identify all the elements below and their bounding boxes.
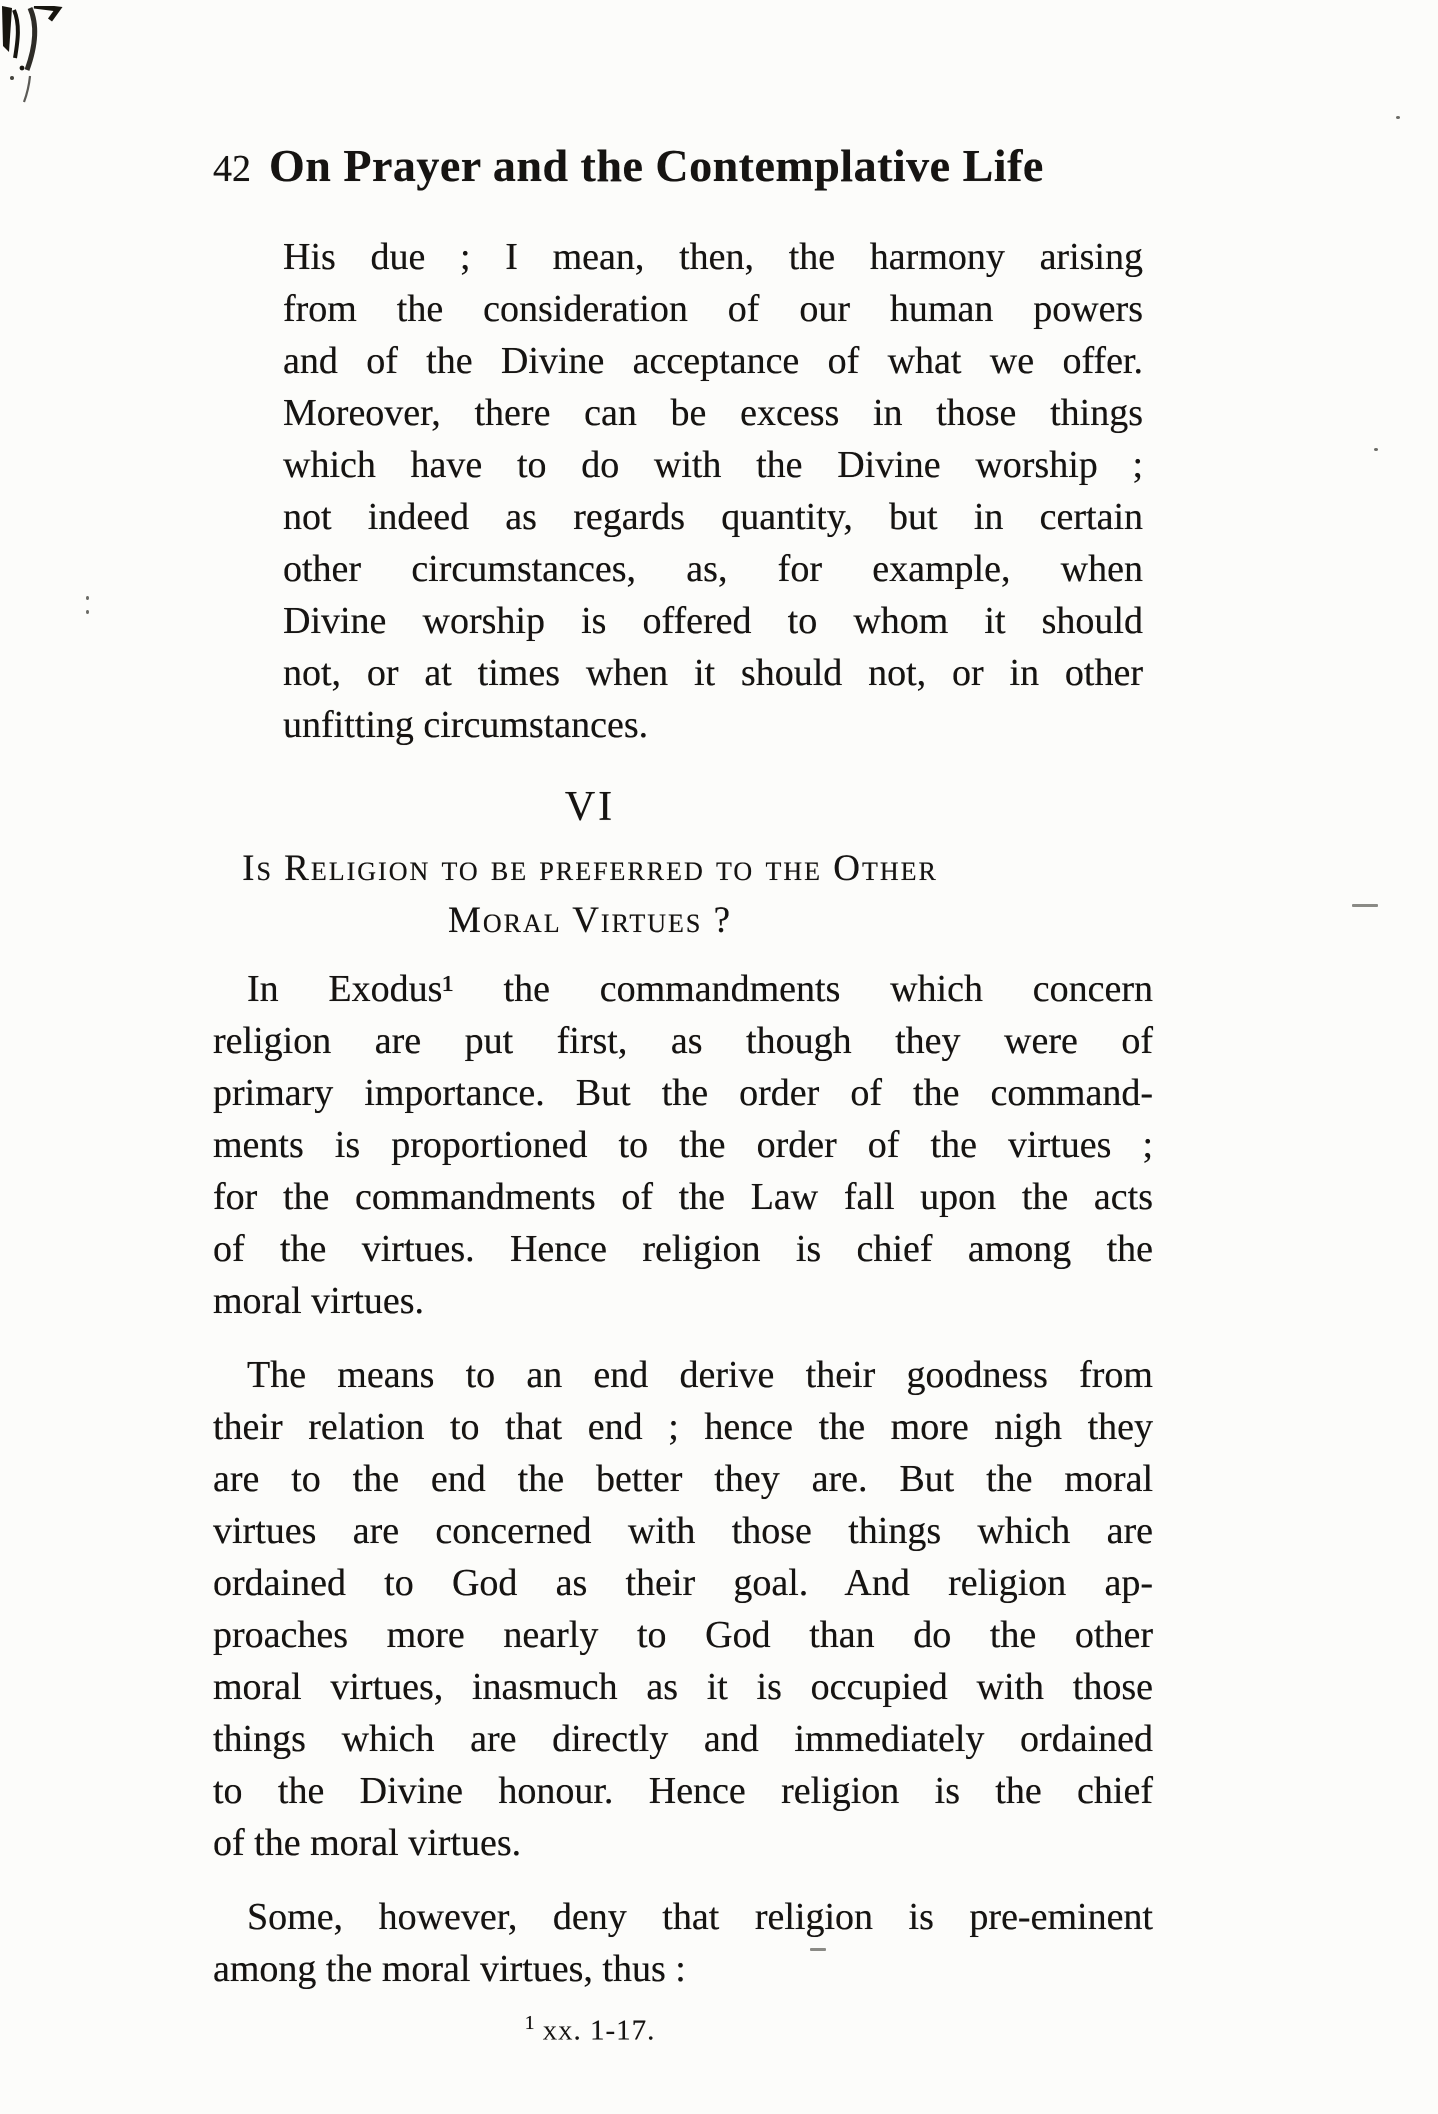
scan-speck — [86, 610, 89, 614]
text-line: Divine worship is offered to whom it should — [283, 600, 1143, 642]
section-heading-block — [213, 781, 967, 947]
quoted-passage — [283, 231, 1143, 751]
scan-dash — [1352, 904, 1378, 907]
section-title — [213, 843, 967, 947]
footnote-block — [213, 2005, 967, 2049]
section-title-line: Moral Virtues ? — [447, 900, 733, 941]
paragraph — [213, 963, 1153, 1327]
text-line: primary importance. But the order of the command- — [213, 1072, 1153, 1114]
text-line: In Exodus¹ the commandments which concern — [247, 968, 1153, 1010]
text-line: their relation to that end ; hence the more nigh they — [213, 1406, 1153, 1448]
text-line: of the virtues. Hence religion is chief among the — [213, 1228, 1153, 1270]
page-number: 42 — [213, 148, 251, 190]
text-line: things which are directly and immediately ordained — [213, 1718, 1153, 1760]
text-line: to the Divine honour. Hence religion is the chief — [213, 1770, 1153, 1812]
text-line: ments is proportioned to the order of the virtues ; — [213, 1124, 1153, 1166]
section-title-line: Is Religion to be preferred to the Other — [242, 848, 938, 889]
text-line: unfitting circumstances. — [283, 704, 649, 746]
section-numeral: VI — [564, 784, 616, 830]
text-line: religion are put first, as though they were of — [213, 1020, 1153, 1062]
footnote — [213, 2005, 967, 2049]
text-line: not indeed as regards quantity, but in certain — [283, 496, 1143, 538]
text-line: His due ; I mean, then, the harmony arising — [283, 236, 1143, 278]
page-content — [213, 138, 1153, 2049]
scan-artifact-icon — [0, 6, 80, 106]
text-line: The means to an end derive their goodness from — [247, 1354, 1153, 1396]
text-line: moral virtues. — [213, 1280, 425, 1322]
text-line: not, or at times when it should not, or in other — [283, 652, 1143, 694]
text-line: ordained to God as their goal. And religion ap- — [213, 1562, 1153, 1604]
running-title: On Prayer and the Contemplative Life — [269, 140, 1044, 191]
scan-speck — [1396, 116, 1400, 119]
paragraph — [213, 1349, 1153, 1869]
scan-speck — [1374, 448, 1378, 451]
text-line: from the consideration of our human powers — [283, 288, 1143, 330]
text-line: Moreover, there can be excess in those things — [283, 392, 1143, 434]
text-line: virtues are concerned with those things which are — [213, 1510, 1153, 1552]
text-line: for the commandments of the Law fall upon the acts — [213, 1176, 1153, 1218]
text-line: of the moral virtues. — [213, 1822, 522, 1864]
text-line: are to the end the better they are. But the moral — [213, 1458, 1153, 1500]
text-line: which have to do with the Divine worship ; — [283, 444, 1143, 486]
footnote-reference: xx. 1-17. — [542, 2014, 656, 2047]
text-line: other circumstances, as, for example, when — [283, 548, 1143, 590]
text-line: and of the Divine acceptance of what we offer. — [283, 340, 1143, 382]
text-line: Some, however, deny that religion is pre-eminent — [247, 1896, 1153, 1938]
text-line: among the moral virtues, thus : — [213, 1948, 686, 1990]
page-header — [213, 138, 1153, 197]
scan-speck — [86, 596, 89, 600]
paragraph — [213, 1891, 1153, 1995]
text-line: proaches more nearly to God than do the other — [213, 1614, 1153, 1656]
footnote-marker: 1 — [524, 2012, 535, 2034]
text-line: moral virtues, inasmuch as it is occupied with those — [213, 1666, 1153, 1708]
